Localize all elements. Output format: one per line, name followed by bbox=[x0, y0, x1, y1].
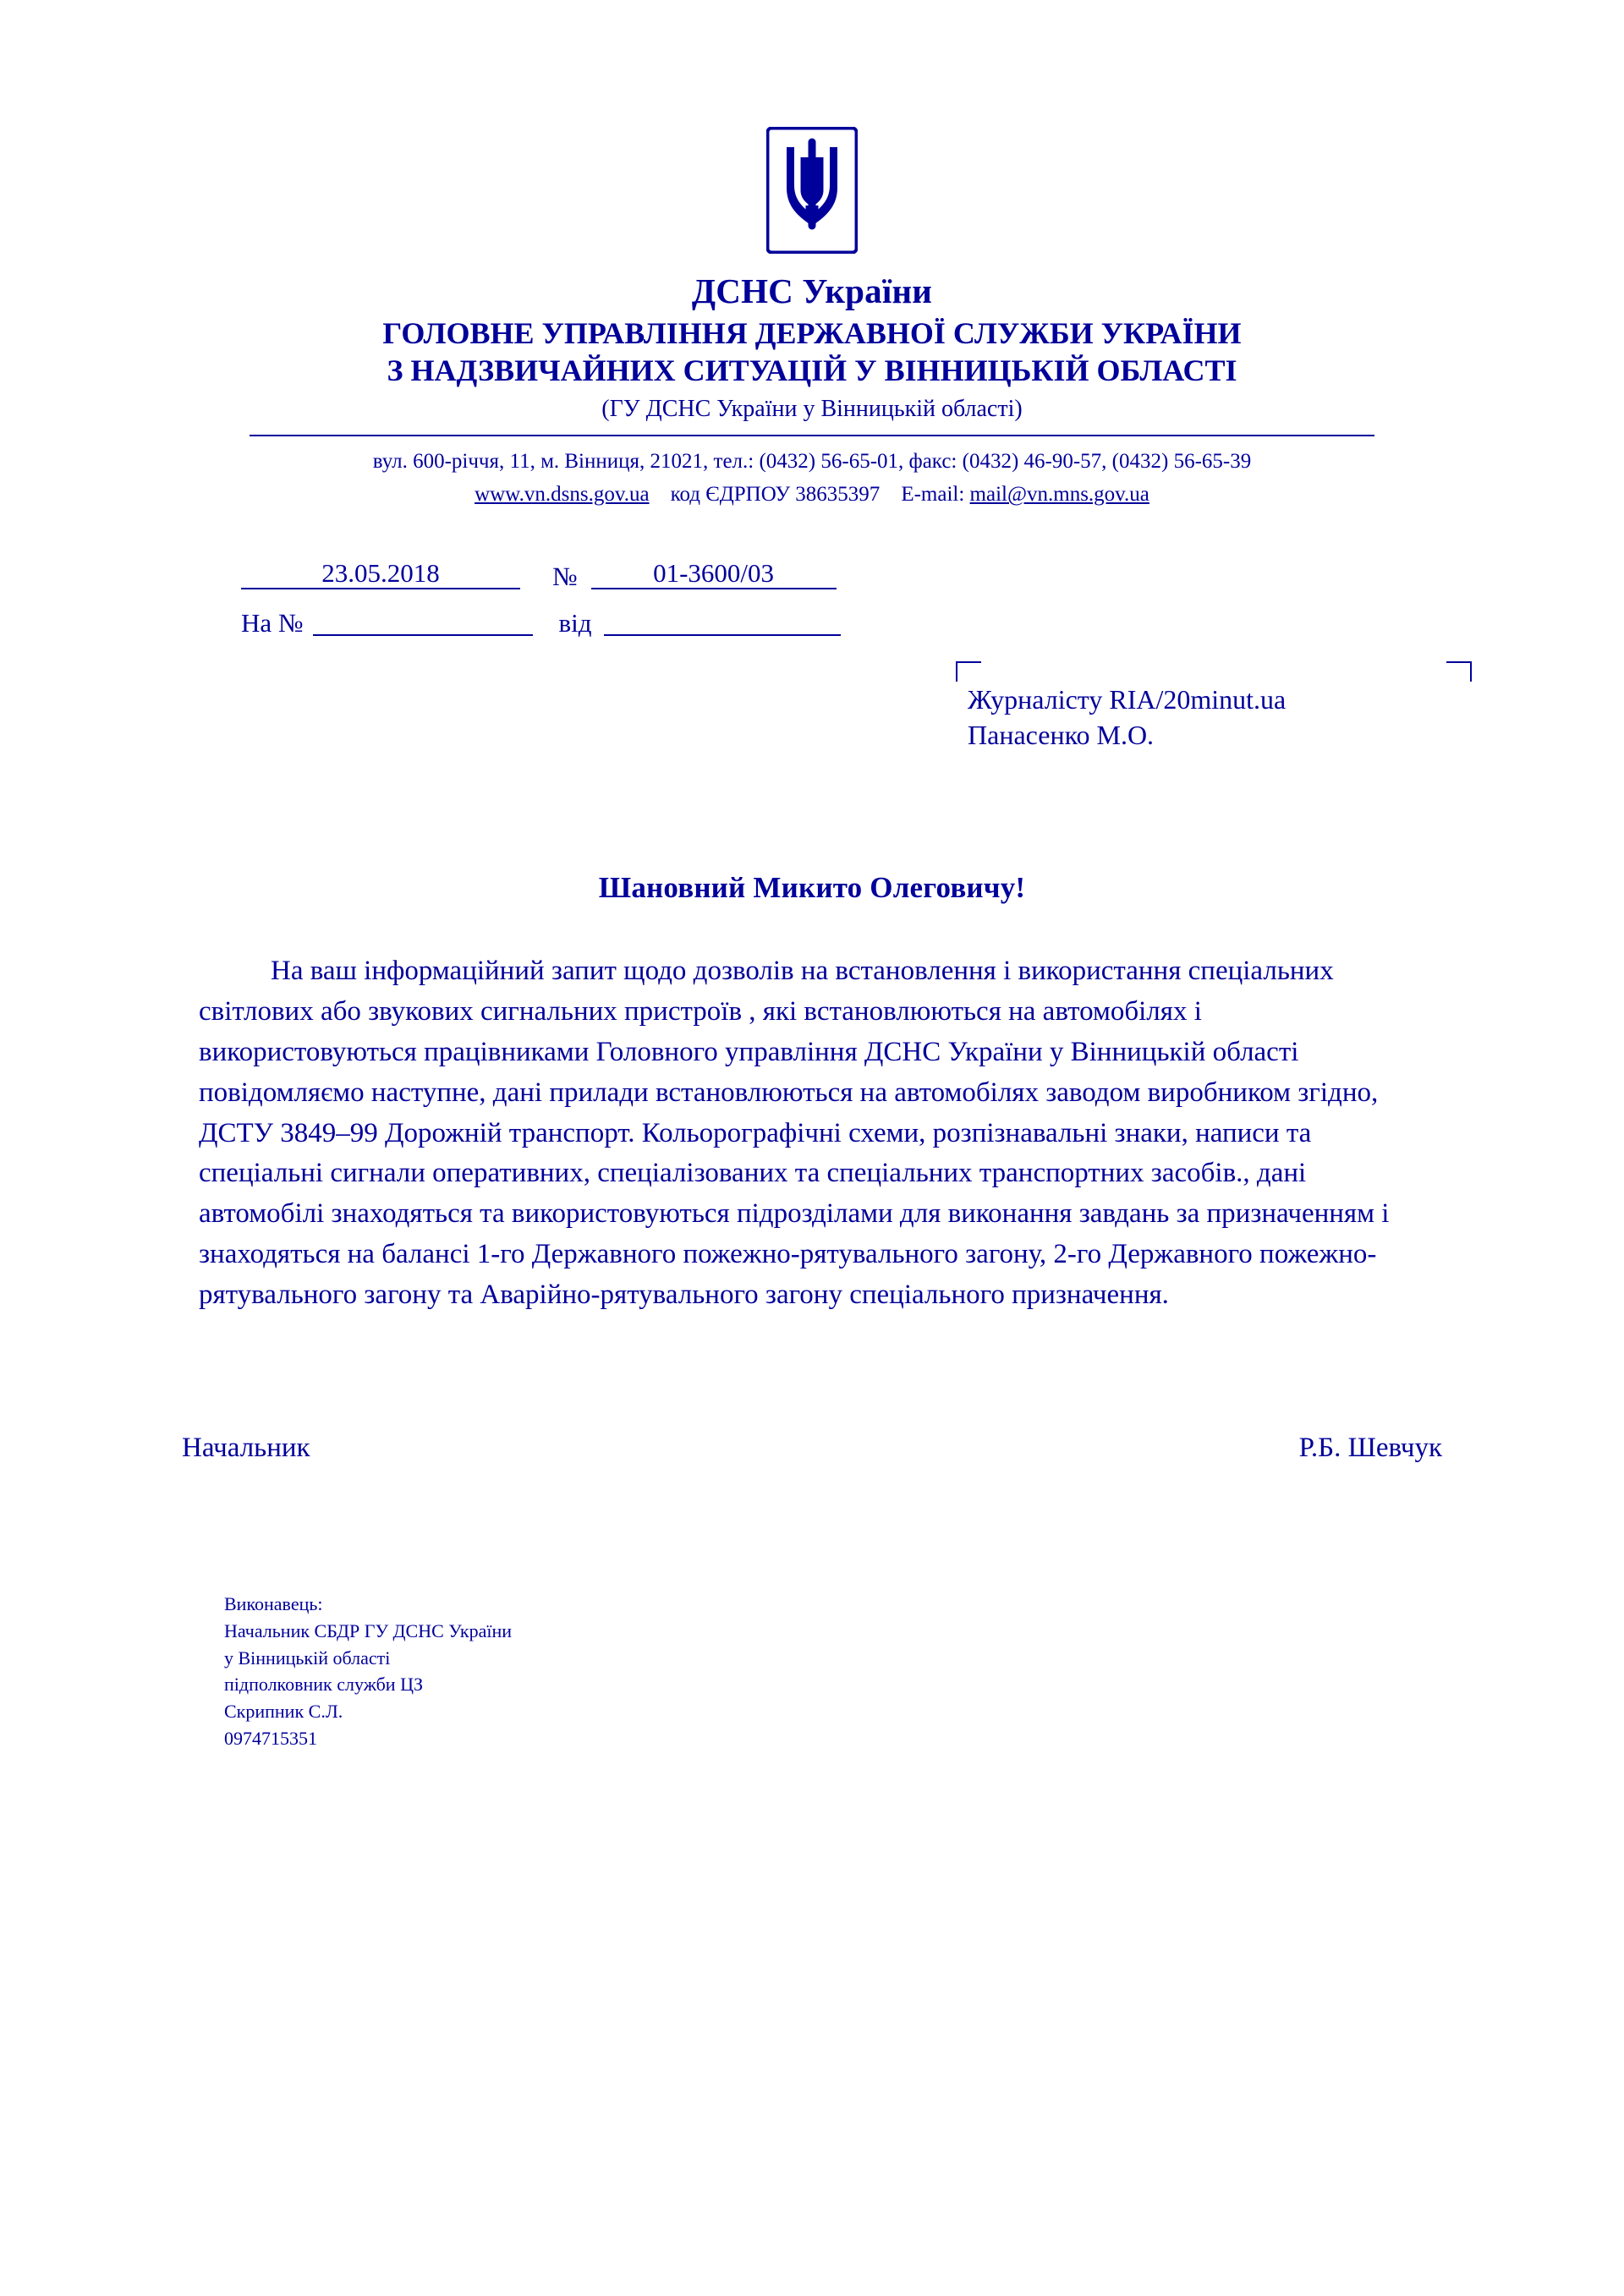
organisation-full-name bbox=[0, 315, 1624, 390]
document-number-field[interactable]: 01-3600/03 bbox=[591, 560, 837, 589]
letter-body: На ваш інформаційний запит щодо дозволів на встановлення і використання спеціальних світлових або звукових сигнальних пристроїв , які встановлюються на автомобілях і використовуються працівниками Головного управління ДСНС України у Вінницькій області повідомляємо наступне, дані прилади встановлюються на автомобілях заводом виробником згідно, ДСТУ 3849–99 Дорожній транспорт. Кольорографічні схеми, розпізнавальні знаки, написи та спеціальні сигнали оперативних, спеціалізованих та спеціальних транспортних засобів., дані автомобілі знаходяться та використовуються підрозділами для виконання завдань за призначенням і знаходяться на балансі 1-го Державного пожежно-рятувального загону, 2-го Державного пожежно-рятувального загону та Аварійно-рятувального загону спеціального призначення. bbox=[199, 956, 1390, 1310]
reference-incoming-row bbox=[241, 607, 1624, 638]
addressee-corner-top-right bbox=[1446, 661, 1472, 682]
from-date-label: від bbox=[558, 607, 592, 638]
organisation-full-name-line1: ГОЛОВНЕ УПРАВЛІННЯ ДЕРЖАВНОЇ СЛУЖБИ УКРАЇНИ bbox=[382, 315, 1242, 350]
organisation-short-name: ДСНС України bbox=[691, 271, 933, 310]
executor-phone: 0974715351 bbox=[224, 1728, 317, 1750]
reference-block bbox=[0, 557, 1624, 638]
organisation-full-name-line2: З НАДЗВИЧАЙНИХ СИТУАЦІЙ У ВІННИЦЬКІЙ ОБЛАСТІ bbox=[387, 353, 1237, 387]
page-bottom-margin bbox=[0, 1752, 1624, 2057]
executor-block bbox=[224, 1591, 1624, 1752]
emblem-container bbox=[0, 0, 1624, 254]
email-label: E-mail: bbox=[901, 483, 965, 507]
reference-outgoing-row bbox=[241, 557, 1624, 591]
reply-to-field[interactable] bbox=[313, 633, 533, 636]
executor-line-2: у Вінницькій області bbox=[224, 1647, 391, 1669]
reply-to-label: На № bbox=[241, 607, 304, 638]
document-date-field[interactable]: 23.05.2018 bbox=[241, 560, 520, 589]
signatory-name: Р.Б. Шевчук bbox=[1298, 1432, 1442, 1463]
contact-details bbox=[0, 446, 1624, 511]
contact-web-row bbox=[0, 479, 1624, 511]
executor-line-3: підполковник служби ЦЗ bbox=[224, 1674, 423, 1696]
edrpou-code: код ЄДРПОУ 38635397 bbox=[670, 483, 881, 507]
addressee-corner-top-left bbox=[956, 661, 981, 682]
ukraine-trident-coat-of-arms-icon bbox=[766, 127, 858, 254]
organisation-short-parenthetical: (ГУ ДСНС України у Вінницькій області) bbox=[601, 395, 1023, 422]
addressee-line-1: Журналісту RIA/20minut.ua bbox=[968, 683, 1287, 715]
addressee-line-2: Панасенко М.О. bbox=[968, 719, 1155, 750]
signatory-position: Начальник bbox=[182, 1432, 310, 1463]
contact-address-phone: вул. 600-річчя, 11, м. Вінниця, 21021, тел.: (0432) 56-65-01, факс: (0432) 46-90-57, (0432) 56-65-39 bbox=[372, 449, 1252, 473]
executor-label: Виконавець: bbox=[224, 1592, 323, 1614]
signature-block bbox=[182, 1433, 1442, 1464]
website-link[interactable]: www.vn.dsns.gov.ua bbox=[475, 483, 650, 507]
from-date-field[interactable] bbox=[604, 633, 841, 636]
header-divider bbox=[250, 435, 1374, 436]
executor-line-1: Начальник СБДР ГУ ДСНС України bbox=[224, 1619, 513, 1641]
addressee-block bbox=[956, 661, 1463, 753]
executor-name: Скрипник С.Л. bbox=[224, 1701, 343, 1723]
email-link[interactable]: mail@vn.mns.gov.ua bbox=[969, 483, 1149, 507]
letterhead bbox=[0, 272, 1624, 423]
salutation: Шановний Микито Олеговичу! bbox=[598, 871, 1026, 905]
document-number-label: № bbox=[552, 561, 578, 591]
